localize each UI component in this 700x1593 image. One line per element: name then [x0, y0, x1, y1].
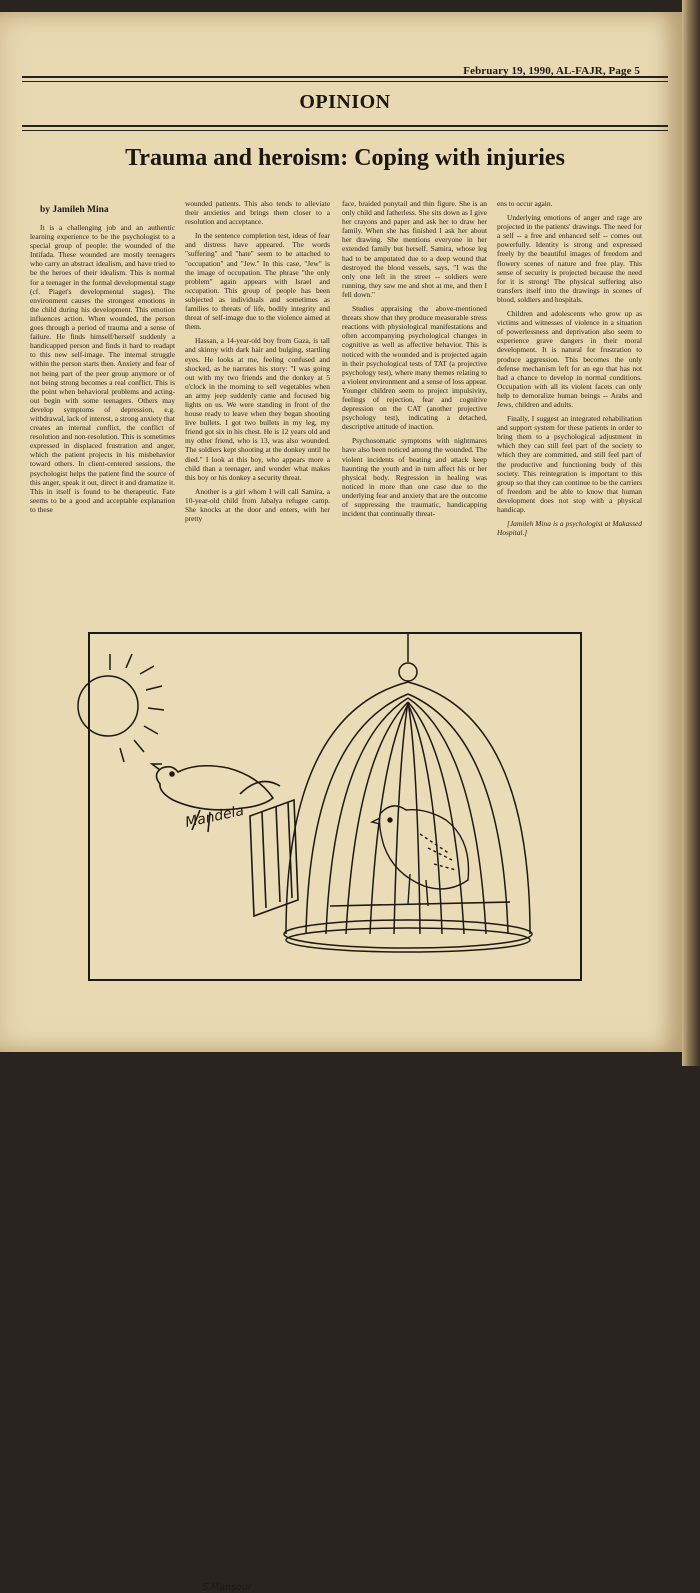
- sun-icon: [78, 654, 164, 762]
- paragraph: Studies appraising the above-mentioned threats show that they produce measurable stress reactions with physiological manifestations and often accompanying psychological changes in cognitive as well as affective behavior. This is noticed with the wounded and is projected again in their psychological tests of TAT (a projective psychology test), where many themes relating to a violent environment and a sense of loss appear. Younger children seem to project impulsivity, feelings of rejection, fear and cognitive depression on the CAT (another projective psychology test), indicating a detached, descriptive attitude of inaction.: [342, 304, 487, 432]
- newspaper-page: [0, 12, 682, 1593]
- paragraph: It is a challenging job and an authentic learning experience to be the psychologist to a special group of people: the wounded of the Intifada. These wounded are mostly teenagers who carry an abstract idealism, and have tried to be the heroes of their idealism. This is normal for a teenager in the formal developmental stage (cf. Piaget's developmental stages). The environment causes the strongest emotions in the child during his development. This emotion influences action. When wounded, the person goes through a period of trauma and a sense of failure. He finds himself/herself suddenly a handicapped person and finds it hard to readapt to this new self-image. The internal struggle within the person starts then. Anxiety and fear of not being part of the peer group anymore or of not being strong becomes a real conflict. This is the point when behavioral problems and acting-out begin with some teenagers. Others may develop symptoms of depression, e.g. withdrawal, lack of interest, a strong anxiety that creates an internal conflict, the conflict of resolution and non-resolution. This is sometimes expressed in displaced frustration and anger, which the patient projects in his misbehavior toward others. In client-centered sessions, the psychologist helps the patient find the source of this anger, speak it out, direct it and dramatize it. This in itself is found to be therapeutic. Fate seems to be a good and acceptable explanation to these: [30, 223, 175, 514]
- paragraph: wounded patients. This also tends to alleviate their anxieties and brings them closer to a resolution and acceptance.: [185, 199, 330, 227]
- paragraph: In the sentence completion test, ideas of fear and distress have appeared. The words "suffering" and "hate" seem to be attached to "occupation" and "Jew." In this case, "Jew" is the image of occupation. The phrase "the only problem" again appears with Israel and occupation. This group of people has been subjected as individuals and sometimes as families to threats of life, bodily integrity and threat of self-image due to the violence aimed at them.: [185, 231, 330, 332]
- section-title: OPINION: [299, 91, 391, 113]
- section-rule-top: [22, 125, 668, 127]
- article-column-4: [497, 199, 642, 619]
- section-rule-bottom: [22, 130, 668, 131]
- article-column-3: [342, 199, 487, 619]
- paragraph: ens to occur again.: [497, 199, 553, 208]
- binding-edge: [682, 0, 700, 1066]
- bird-label: Mandela: [183, 802, 246, 831]
- cartoon-drawing: [90, 634, 580, 979]
- author-bio: [Jamileh Mina is a psychologist at Makassed Hospital.]: [497, 519, 642, 538]
- article-column-1: [30, 223, 175, 623]
- editorial-cartoon: [88, 632, 582, 1593]
- article-byline: by Jamileh Mina: [40, 205, 109, 215]
- paragraph: face, braided ponytail and thin figure. She is an only child and fatherless. She sits down as I give her crayons and paper and ask her to draw her family. When she has finished I ask her about her drawing. She mentions everyone in her extended family but herself. Samira, whose leg had to be amputated due to a deep wound that destroyed the blood vessels, says, "I was the only one left in the street -- soldiers were running, they saw me and shot at me, and then I fell down.": [342, 199, 487, 299]
- paragraph: Children and adolescents who grow up as victims and witnesses of violence in a situation of powerlessness and deprivation also seem to experience grave dangers in their moral development. It is natural for frustration to produce aggression. This becomes the only defense mechanism left for an ego that has not had a chance to develop in normal conditions. Occupation with all its violent facets can only help to demoralize human beings -- Arabs and Jews, children and adults.: [497, 309, 642, 409]
- header-rule: [22, 81, 668, 82]
- caged-bird-icon: [372, 806, 469, 906]
- paragraph: Finally, I suggest an integrated rehabilitation and support system for these patients in order to bring them to a psychological adjustment in which they can still feel part of the society to which they are committed, and still feel part of the productive and functioning body of this society. This reintegration is important to this group so that they can continue to be the carriers of freedom and be able to know that human development does not stop with a physical handicap.: [497, 414, 642, 514]
- paragraph: Another is a girl whom I will call Samira, a 10-year-old child from Jabalya refugee camp. She knocks at the door and enters, with her pretty: [185, 486, 330, 524]
- cartoonist-signature: S.Mansour: [202, 1582, 252, 1593]
- paragraph: Psychosomatic symptoms with nightmares have also been noticed among the wounded. The violent incidents of beating and attack keep haunting the youth and in turn affect his or her physical body. Regression in healing was noticed in more than one case due to the underlying fear and anxiety that are the outcome of suppressing the traumatic, handicapping incident that continually threat-: [342, 436, 487, 519]
- page-dateline: February 19, 1990, AL-FAJR, Page 5: [463, 65, 640, 77]
- paragraph: Underlying emotions of anger and rage are projected in the patients' drawings. The need for a self -- a free and enhanced self -- comes out powerfully. Identity is strong and expressed freely by the beautiful images of freedom and flowery scenes of nature and free play. This sense of security is projected because the need for it is strong! The physical suffering also transfers itself into the drawings in scenes of blood, soldiers and hospitals.: [497, 213, 642, 304]
- article-column-2: [185, 199, 330, 619]
- article-headline: Trauma and heroism: Coping with injuries: [125, 145, 565, 171]
- paragraph: Hassan, a 14-year-old boy from Gaza, is tall and skinny with dark hair and bulging, startling eyes. He looks at me, feeling confused and shocked, as he narrates his story: "I was going out with my two friends and the donkey at 5 o'clock in the morning to sell vegetables when an army jeep suddenly came and focused big lights on us. We were standing in front of the house ready to leave when they began shooting live bullets. I got two bullets in my leg, my friend got six in his chest. He is 12 years old and my other friend, who is 13, was also wounded. The soldiers kept shooting at the donkey until he died." I look at this boy, who appears more a child than a teenager, and wonder what makes this boy or his donkey a security threat.: [185, 336, 330, 482]
